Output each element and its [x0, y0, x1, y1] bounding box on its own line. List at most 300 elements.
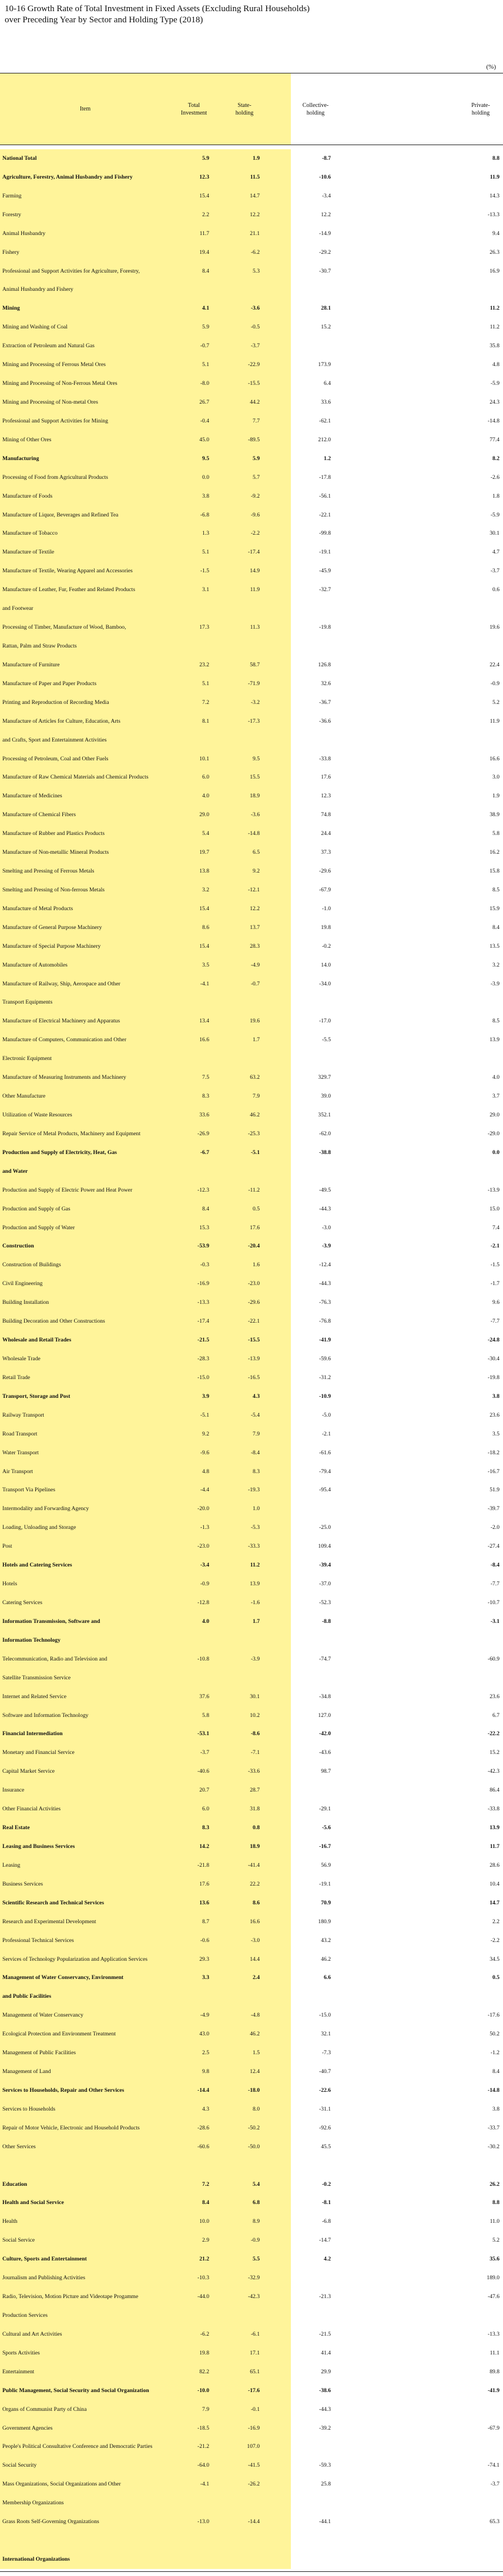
cell-collective: 126.8 [318, 661, 331, 668]
cell-state: 1.7 [253, 1037, 260, 1044]
cell-total: -44.0 [197, 2293, 209, 2300]
cell-collective: -3.4 [321, 192, 331, 199]
table-row [0, 1406, 503, 1425]
cell-private: 15.8 [489, 868, 499, 875]
table-row [0, 1837, 503, 1856]
cell-state: 46.2 [250, 1112, 260, 1119]
cell-collective: -5.0 [321, 1411, 331, 1418]
row-label: Manufacture of Measuring Instruments and Machinery [2, 1074, 126, 1081]
row-label: Manufacture of Medicines [2, 793, 62, 800]
cell-collective: 109.4 [318, 1543, 331, 1550]
cell-private: -2.1 [490, 1243, 499, 1250]
cell-total: 3.2 [202, 886, 209, 893]
cell-state: 17.6 [250, 1224, 260, 1231]
row-label: Manufacture of Computers, Communication and Other Electronic Equipment [2, 1037, 127, 1062]
cell-state: 6.8 [253, 2199, 260, 2206]
cell-private: 13.5 [489, 942, 499, 950]
cell-collective: -36.6 [319, 717, 331, 724]
cell-collective: 352.1 [318, 1112, 331, 1119]
cell-collective: -22.6 [319, 2087, 331, 2094]
table-row [0, 693, 503, 712]
cell-state: 30.1 [250, 1693, 260, 1700]
row-label: Manufacture of Liquor, Beverages and Refined Tea [2, 511, 119, 518]
cell-collective: -12.4 [319, 1262, 331, 1269]
cell-private: -2.6 [490, 474, 499, 481]
row-label: Manufacture of Raw Chemical Materials and Chemical Products [2, 774, 149, 781]
table-row [0, 2513, 503, 2550]
row-label: Management of Water Conservancy, Environment and Public Facilities [2, 1974, 123, 2000]
cell-state: -71.9 [248, 680, 260, 687]
table-row [0, 299, 503, 318]
row-label: Management of Water Conservancy [2, 2012, 83, 2019]
cell-private: -33.7 [488, 2124, 499, 2131]
row-label: Fishery [2, 249, 19, 256]
table-row [0, 1706, 503, 1725]
header-item: Item [79, 106, 91, 112]
row-label: Information Transmission, Software and Information Technology [2, 1618, 100, 1643]
cell-total: 8.7 [202, 1918, 209, 1925]
cell-state: 7.9 [253, 1430, 260, 1437]
unit-label: (%) [486, 63, 496, 71]
table-row [0, 1237, 503, 1256]
cell-state: 8.9 [253, 2218, 260, 2225]
cell-collective: -8.8 [321, 1618, 331, 1625]
table-row [0, 450, 503, 468]
cell-private: 23.6 [489, 1693, 499, 1700]
cell-state: -4.8 [250, 2012, 260, 2019]
row-label: Entertainment [2, 2368, 35, 2375]
table-row [0, 243, 503, 262]
cell-collective: -29.2 [319, 249, 331, 256]
cell-state: 18.9 [250, 793, 260, 800]
row-label: Telecommunication, Radio and Television and Satellite Transmission Service [2, 1655, 108, 1681]
table-row [0, 393, 503, 412]
row-label: Services of Technology Popularization and Application Services [2, 1956, 147, 1963]
cell-total: -26.9 [197, 1130, 209, 1137]
cell-total: 3.9 [202, 1393, 209, 1400]
cell-total: -5.1 [200, 1411, 209, 1418]
cell-total: 19.4 [199, 249, 209, 256]
cell-private: -39.7 [488, 1505, 499, 1512]
cell-private: 19.6 [489, 624, 499, 631]
table-row [0, 1913, 503, 1931]
cell-state: -33.6 [248, 1768, 260, 1775]
cell-state: 5.4 [253, 2181, 260, 2188]
cell-state: 12.2 [250, 211, 260, 218]
cell-total: 13.4 [199, 1018, 209, 1025]
table-row [0, 1012, 503, 1031]
table-row [0, 562, 503, 581]
cell-collective: -3.0 [321, 1224, 331, 1231]
cell-state: -15.5 [248, 1337, 260, 1344]
table-row [0, 1087, 503, 1106]
table-row [0, 656, 503, 675]
table-row [0, 2400, 503, 2419]
cell-total: -14.4 [197, 2087, 209, 2094]
cell-private: 28.6 [489, 1861, 499, 1869]
cell-total: 17.3 [199, 624, 209, 631]
cell-total: 1.3 [202, 530, 209, 537]
row-label: Manufacture of Railway, Ship, Aerospace and Other Transport Equipments [2, 980, 120, 1006]
cell-collective: -19.8 [319, 624, 331, 631]
table-row [0, 1800, 503, 1819]
cell-total: -4.1 [200, 980, 209, 987]
row-label: Manufacture of Tobacco [2, 530, 58, 537]
cell-state: -50.2 [248, 2124, 260, 2131]
cell-collective: -17.8 [319, 474, 331, 481]
cell-state: 0.5 [253, 1205, 260, 1212]
cell-private: -3.1 [490, 1618, 499, 1625]
row-label: Road Transport [2, 1430, 38, 1437]
cell-state: -42.3 [248, 2293, 260, 2300]
cell-collective: 33.6 [321, 398, 331, 405]
cell-private: -5.9 [490, 511, 499, 518]
table-row [0, 337, 503, 355]
cell-state: -17.3 [248, 717, 260, 724]
cell-private: 8.5 [492, 886, 499, 893]
table-row [0, 1856, 503, 1875]
row-label: Mining and Processing of Non-Ferrous Metal Ores [2, 380, 118, 387]
cell-total: -13.3 [197, 1299, 209, 1306]
cell-state: 28.7 [250, 1787, 260, 1794]
row-label: Production and Supply of Electricity, Heat, Gas and Water [2, 1149, 117, 1175]
cell-collective: -8.1 [321, 2199, 331, 2206]
cell-private: -60.9 [488, 1655, 499, 1662]
cell-state: 107.0 [247, 2443, 260, 2450]
row-label: Public Management, Social Security and Social Organization [2, 2387, 149, 2394]
row-label: Government Agencies [2, 2424, 53, 2431]
table-row [0, 1331, 503, 1350]
cell-total: -64.0 [197, 2462, 209, 2469]
table-row [0, 2250, 503, 2269]
cell-collective: -2.1 [321, 1430, 331, 1437]
row-label: Transport Via Pipelines [2, 1487, 56, 1494]
table-row [0, 712, 503, 750]
table-row [0, 1650, 503, 1688]
cell-total: 3.8 [202, 492, 209, 499]
row-label: Other Financial Activities [2, 1806, 61, 1813]
table-row [0, 1181, 503, 1200]
cell-private: 9.6 [492, 1299, 499, 1306]
cell-total: -0.7 [200, 343, 209, 350]
cell-private: 8.2 [492, 455, 499, 462]
cell-state: -12.1 [248, 886, 260, 893]
row-label: Other Services [2, 2143, 36, 2150]
table-row [0, 2025, 503, 2044]
table-row [0, 262, 503, 300]
cell-state: 14.9 [250, 568, 260, 575]
cell-collective: -32.7 [319, 586, 331, 593]
cell-collective: -41.9 [319, 1337, 331, 1344]
cell-state: 10.2 [250, 1712, 260, 1719]
cell-collective: -44.3 [319, 1205, 331, 1212]
table-row [0, 318, 503, 337]
cell-total: 19.7 [199, 849, 209, 856]
table-row [0, 524, 503, 543]
cell-collective: -29.6 [319, 868, 331, 875]
cell-state: -29.6 [248, 1299, 260, 1306]
cell-total: 8.4 [202, 267, 209, 274]
row-label: Sports Activities [2, 2349, 40, 2356]
cell-state: 46.2 [250, 2031, 260, 2038]
cell-total: 9.2 [202, 1430, 209, 1437]
cell-private: 15.2 [489, 1749, 499, 1756]
row-label: National Total [2, 155, 37, 162]
cell-state: -9.6 [250, 511, 260, 518]
table-row [0, 1274, 503, 1293]
table-row [0, 1556, 503, 1575]
row-label: Repair of Motor Vehicle, Electronic and Household Products [2, 2124, 140, 2131]
cell-state: 22.2 [250, 1880, 260, 1887]
row-label: Printing and Reproduction of Recording Media [2, 699, 109, 706]
cell-collective: -1.0 [321, 905, 331, 912]
cell-total: -0.4 [200, 417, 209, 424]
row-label: Manufacture of Non-metallic Mineral Products [2, 849, 109, 856]
table-row [0, 1894, 503, 1913]
cell-private: -16.7 [488, 1468, 499, 1475]
cell-collective: 32.6 [321, 680, 331, 687]
cell-private: 6.7 [492, 1712, 499, 1719]
cell-collective: -5.6 [321, 1824, 331, 1832]
row-label: Smelting and Pressing of Ferrous Metals [2, 868, 95, 875]
cell-private: -24.8 [488, 1337, 499, 1344]
table-row [0, 1312, 503, 1331]
cell-collective: -34.8 [319, 1693, 331, 1700]
cell-total: 12.3 [199, 173, 209, 180]
cell-total: 4.8 [202, 1468, 209, 1475]
cell-collective: 70.9 [321, 1899, 331, 1906]
table-row [0, 1106, 503, 1125]
cell-state: 7.7 [253, 417, 260, 424]
table-row [0, 1143, 503, 1181]
cell-state: 14.7 [250, 192, 260, 199]
cell-total: 45.0 [199, 436, 209, 443]
cell-state: -26.2 [248, 2481, 260, 2488]
cell-private: -14.8 [488, 2087, 499, 2094]
cell-state: -3.6 [250, 305, 260, 312]
cell-total: -0.3 [200, 1262, 209, 1269]
cell-state: 6.5 [253, 849, 260, 856]
table-row [0, 355, 503, 374]
cell-private: 5.2 [492, 2237, 499, 2244]
cell-private: -3.7 [490, 2481, 499, 2488]
table-row [0, 2550, 503, 2569]
cell-state: 58.7 [250, 661, 260, 668]
cell-state: -4.9 [250, 961, 260, 968]
table-row [0, 1387, 503, 1406]
row-label: Manufacture of Metal Products [2, 905, 73, 912]
cell-private: 50.2 [489, 2031, 499, 2038]
table-row [0, 843, 503, 862]
cell-private: 11.9 [489, 717, 499, 724]
cell-collective: -37.0 [319, 1581, 331, 1588]
cell-collective: -44.1 [319, 2518, 331, 2525]
cell-collective: -22.1 [319, 511, 331, 518]
cell-total: 5.1 [202, 361, 209, 368]
cell-state: 13.9 [250, 1581, 260, 1588]
cell-collective: -6.8 [321, 2218, 331, 2225]
cell-total: -6.2 [200, 2330, 209, 2337]
table-row [0, 149, 503, 168]
cell-total: 5.1 [202, 680, 209, 687]
cell-state: -8.6 [250, 1730, 260, 1738]
cell-total: 13.8 [199, 868, 209, 875]
cell-collective: -42.0 [319, 1730, 331, 1738]
cell-private: -7.7 [490, 1581, 499, 1588]
cell-total: -9.6 [200, 1449, 209, 1456]
cell-private: 26.2 [489, 2181, 499, 2188]
table-row [0, 1368, 503, 1387]
cell-private: 11.7 [489, 1843, 499, 1850]
cell-state: -0.1 [250, 2406, 260, 2413]
cell-private: 51.9 [489, 1487, 499, 1494]
cell-collective: -36.7 [319, 699, 331, 706]
cell-state: -18.0 [248, 2087, 260, 2094]
table-row [0, 881, 503, 900]
cell-total: 7.9 [202, 2406, 209, 2413]
cell-collective: 12.2 [321, 211, 331, 218]
row-label: Building Installation [2, 1299, 49, 1306]
row-label: Animal Husbandry [2, 230, 46, 237]
cell-state: -1.6 [250, 1599, 260, 1606]
table-row [0, 2382, 503, 2400]
row-label: Mass Organizations, Social Organizations and Other Membership Organizations [2, 2481, 121, 2507]
cell-private: -67.9 [488, 2424, 499, 2431]
row-label: Radio, Television, Motion Picture and Videotape Progamme Production Services [2, 2293, 139, 2319]
cell-state: 14.4 [250, 1956, 260, 1963]
cell-private: 30.1 [489, 530, 499, 537]
cell-state: 9.5 [253, 755, 260, 762]
table-row [0, 768, 503, 787]
table-row [0, 2212, 503, 2231]
row-label: Social Security [2, 2462, 37, 2469]
table-row [0, 412, 503, 431]
cell-total: 5.1 [202, 549, 209, 556]
table-row [0, 2363, 503, 2382]
cell-collective: -43.6 [319, 1749, 331, 1756]
table-row [0, 2287, 503, 2325]
table-row [0, 937, 503, 956]
cell-state: 13.7 [250, 924, 260, 931]
cell-total: -8.0 [200, 380, 209, 387]
cell-private: 15.9 [489, 905, 499, 912]
row-label: Leasing and Business Services [2, 1843, 75, 1850]
row-label: Construction of Buildings [2, 1262, 61, 1269]
cell-total: -28.3 [197, 1356, 209, 1362]
cell-total: -20.0 [197, 1505, 209, 1512]
cell-private: 8.4 [492, 924, 499, 931]
cell-private: 8.5 [492, 1018, 499, 1025]
cell-total: 2.9 [202, 2237, 209, 2244]
cell-collective: -40.7 [319, 2068, 331, 2075]
cell-state: -41.5 [248, 2462, 260, 2469]
cell-total: 15.4 [199, 905, 209, 912]
row-label: Retail Trade [2, 1374, 31, 1381]
table-row [0, 2081, 503, 2100]
row-label: Culture, Sports and Entertainment [2, 2256, 87, 2263]
cell-state: -0.7 [250, 980, 260, 987]
row-label: Mining of Other Ores [2, 436, 52, 443]
cell-private: 8.8 [492, 2199, 499, 2206]
cell-total: 0.0 [202, 474, 209, 481]
table-row [0, 750, 503, 769]
cell-collective: 39.0 [321, 1093, 331, 1100]
cell-private: 14.7 [489, 1899, 499, 1906]
cell-total: 17.6 [199, 1880, 209, 1887]
header-collective: Collective- holding [302, 102, 329, 116]
table-row [0, 1219, 503, 1237]
row-label: Professional Technical Services [2, 1937, 74, 1944]
table-row [0, 824, 503, 843]
cell-total: 13.6 [199, 1899, 209, 1906]
cell-state: 1.0 [253, 1505, 260, 1512]
cell-total: -4.4 [200, 1487, 209, 1494]
cell-total: 3.3 [202, 1974, 209, 1981]
cell-total: 5.8 [202, 1712, 209, 1719]
table-row [0, 2006, 503, 2025]
table-row [0, 900, 503, 918]
row-label: Manufacture of General Purpose Machinery [2, 924, 102, 931]
row-label: Financial Intermediation [2, 1730, 63, 1738]
cell-state: -19.3 [248, 1487, 260, 1494]
table-row [0, 1293, 503, 1312]
cell-collective: 41.4 [321, 2349, 331, 2356]
cell-private: 0.0 [492, 1149, 499, 1156]
table-row [0, 1200, 503, 1219]
cell-collective: -39.2 [319, 2424, 331, 2431]
cell-state: 31.8 [250, 1806, 260, 1813]
cell-collective: -79.4 [319, 1468, 331, 1475]
cell-total: -53.1 [197, 1730, 209, 1738]
table-row [0, 2269, 503, 2287]
cell-total: 8.1 [202, 717, 209, 724]
row-label: Software and Information Technology [2, 1712, 89, 1719]
row-label: Smelting and Pressing of Non-ferrous Metals [2, 886, 105, 893]
table-row [0, 806, 503, 824]
cell-state: 19.6 [250, 1018, 260, 1025]
cell-total: -17.4 [197, 1318, 209, 1325]
cell-total: 29.0 [199, 811, 209, 819]
row-label: Post [2, 1543, 12, 1550]
table-row [0, 2325, 503, 2344]
cell-private: 1.9 [492, 793, 499, 800]
cell-state: -22.1 [248, 1318, 260, 1325]
cell-collective: -44.3 [319, 1280, 331, 1287]
cell-total: -4.9 [200, 2012, 209, 2019]
cell-state: -14.8 [248, 830, 260, 837]
cell-state: -14.4 [248, 2518, 260, 2525]
cell-total: 4.0 [202, 793, 209, 800]
cell-total: 10.1 [199, 755, 209, 762]
row-label: Health and Social Service [2, 2199, 64, 2206]
cell-state: -3.0 [250, 1937, 260, 1944]
cell-private: 4.0 [492, 1074, 499, 1081]
cell-private: 35.8 [489, 343, 499, 350]
table-row [0, 1125, 503, 1143]
cell-total: -23.0 [197, 1543, 209, 1550]
cell-total: 4.0 [202, 1618, 209, 1625]
cell-state: -2.2 [250, 530, 260, 537]
cell-collective: -76.3 [319, 1299, 331, 1306]
cell-total: 8.4 [202, 1205, 209, 1212]
row-label: International Organizations [2, 2556, 70, 2562]
cell-collective: 180.9 [318, 1918, 331, 1925]
cell-state: 12.2 [250, 905, 260, 912]
cell-private: 3.7 [492, 1093, 499, 1100]
cell-total: 5.4 [202, 830, 209, 837]
cell-collective: 212.0 [318, 436, 331, 443]
row-label: Agriculture, Forestry, Animal Husbandry and Fishery [2, 173, 133, 180]
